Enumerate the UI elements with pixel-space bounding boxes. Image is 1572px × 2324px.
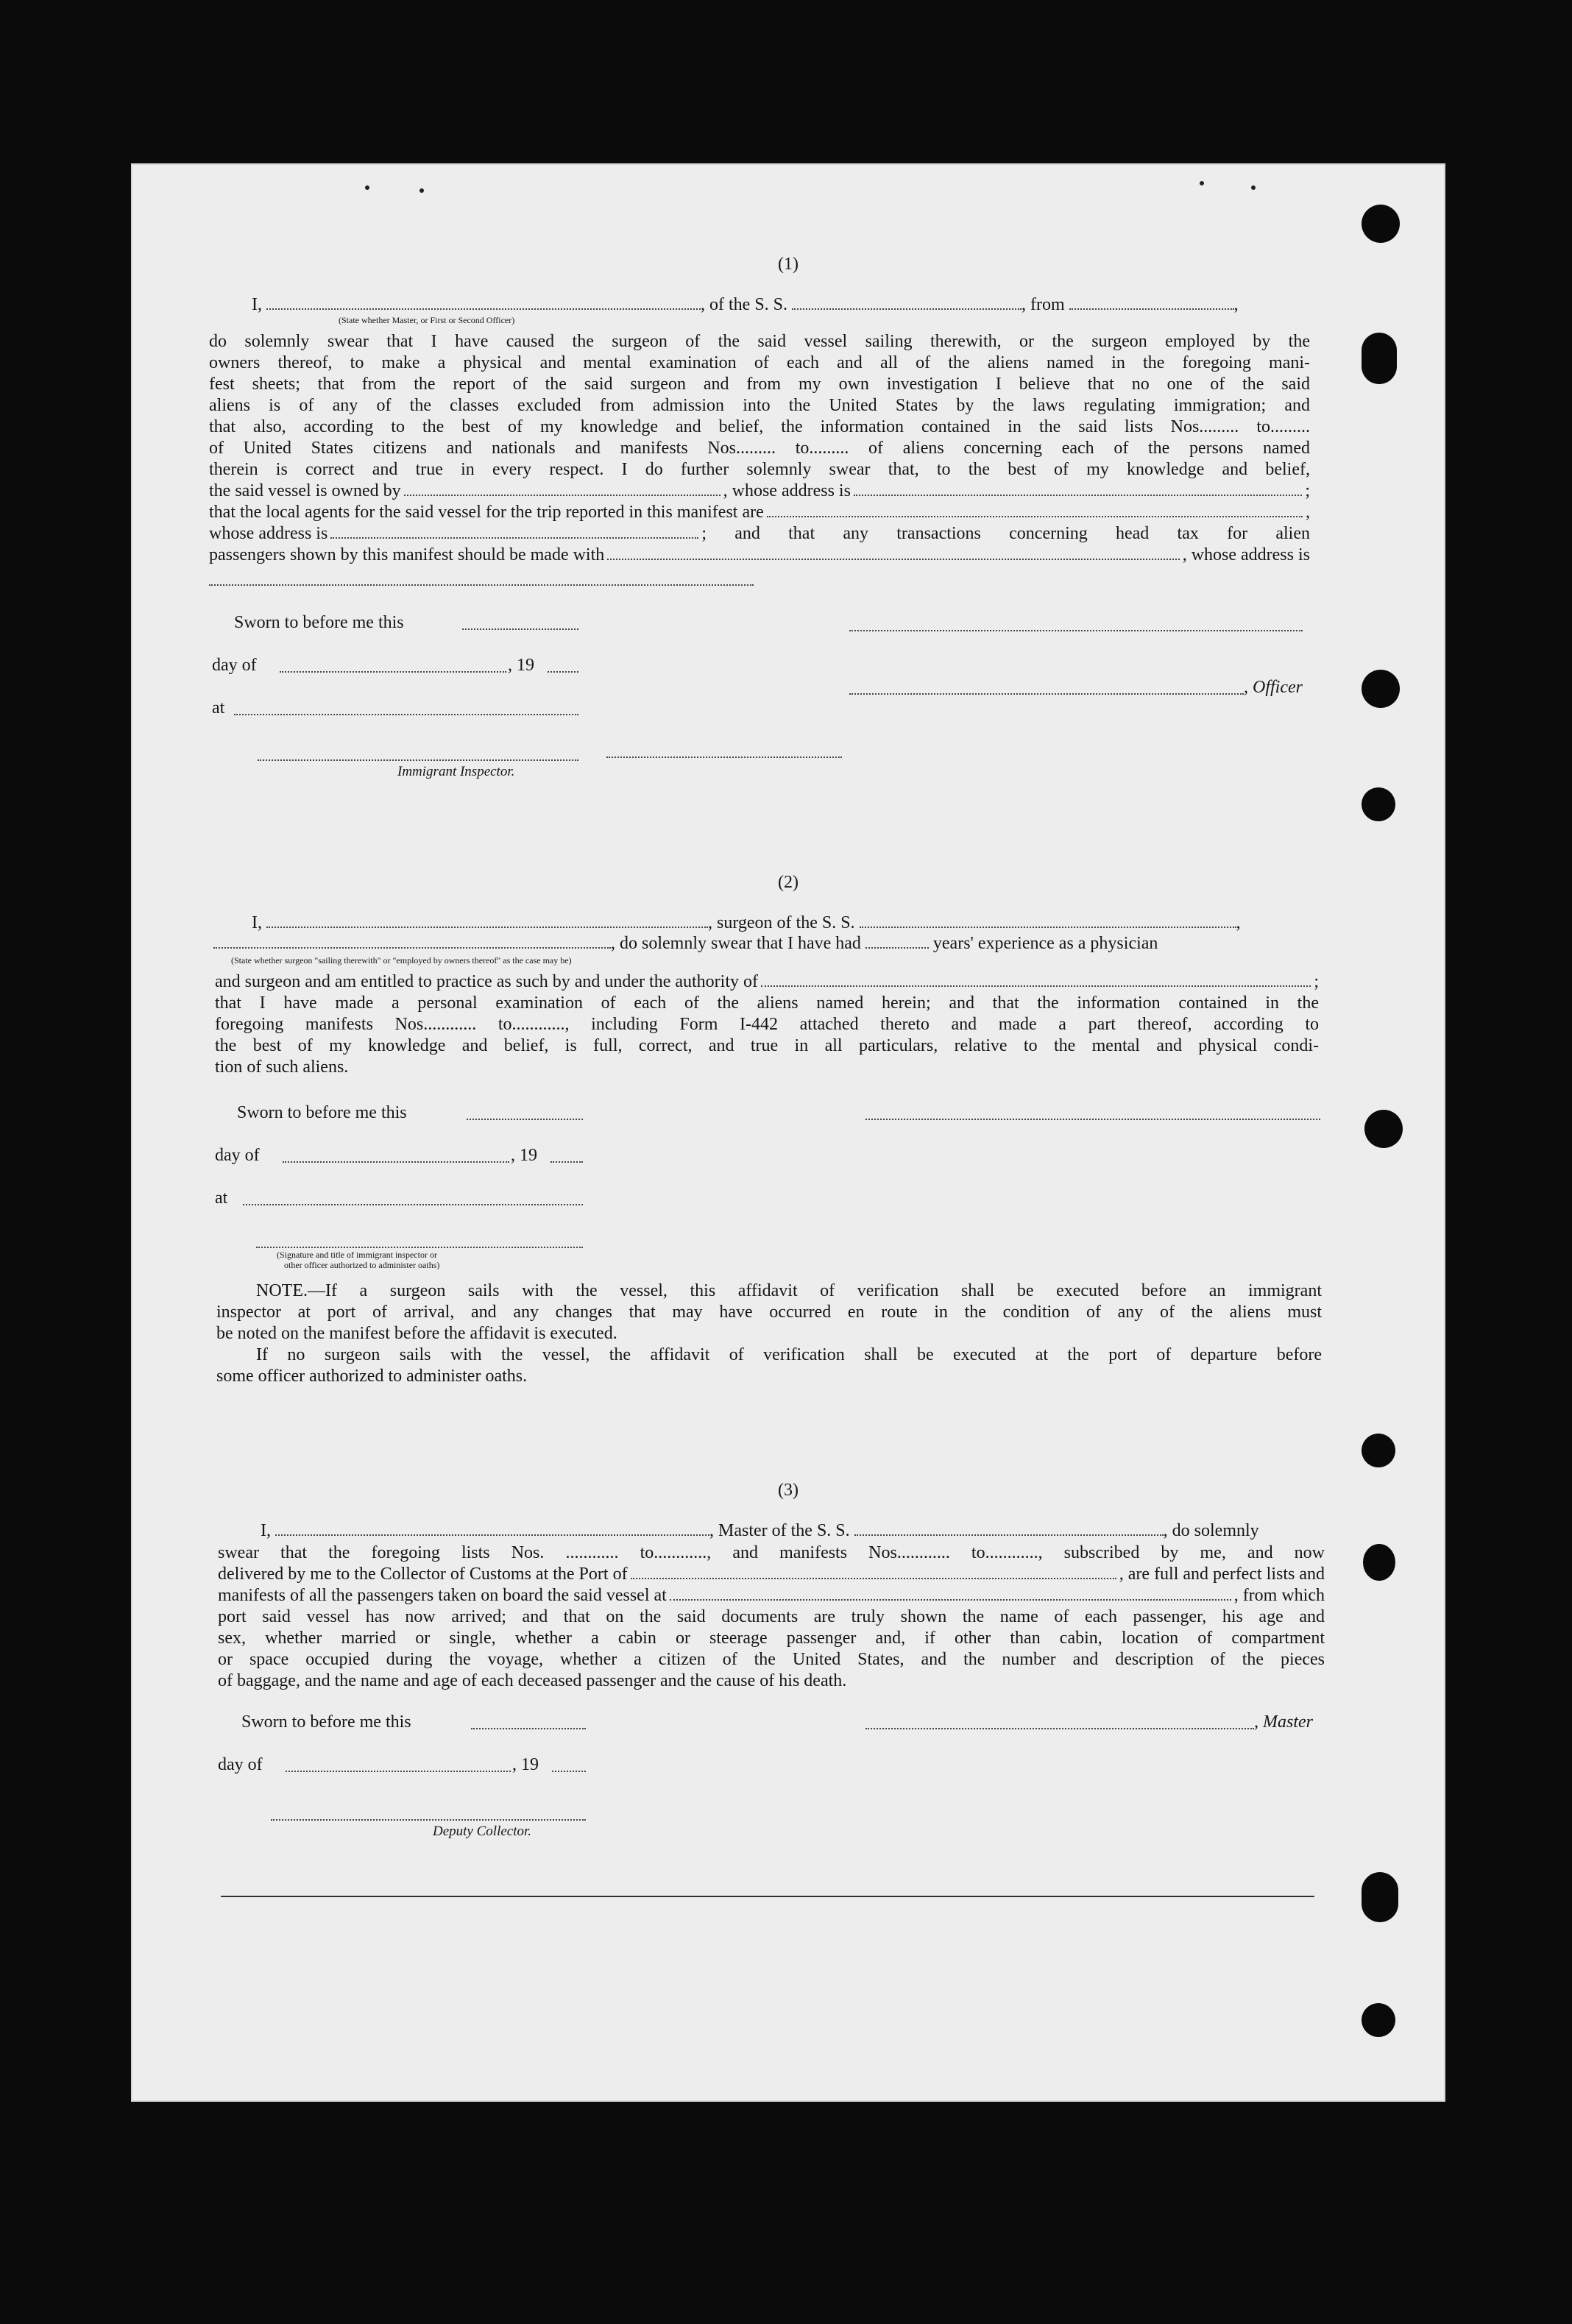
master-caption: , Master	[1254, 1712, 1313, 1732]
surgeon-status-field[interactable]	[213, 934, 611, 949]
owner-address-field[interactable]	[854, 481, 1302, 496]
sec2-i-label: I,	[252, 913, 262, 932]
surgeon-name-field[interactable]	[266, 913, 708, 928]
master-signature-field[interactable]	[865, 1726, 1254, 1729]
punch-hole	[1362, 787, 1395, 821]
sec3-sworn-label: Sworn to before me this	[241, 1712, 411, 1732]
owner-address-label: , whose address is	[723, 481, 851, 500]
note-line: inspector at port of arrival, and any changes that may have occurred en route in the condition of any of the aliens must	[216, 1303, 1322, 1322]
party-address-continuation-field[interactable]	[209, 583, 754, 586]
sec3-sworn-date-field[interactable]	[471, 1726, 586, 1729]
sec2-text-line: the best of my knowledge and belief, is full, correct, and true in all particulars, relative to the mental and physical condi-	[215, 1036, 1319, 1055]
sec2-paragraph	[215, 971, 1319, 1078]
head-tax-party-field[interactable]	[607, 545, 1179, 560]
sec2-year-field[interactable]	[550, 1160, 583, 1163]
sec2-status-caption: (State whether surgeon "sailing therewith" or "employed by owners thereof" as the case may be)	[231, 955, 572, 966]
perfect-lists-label: , are full and perfect lists and	[1119, 1565, 1325, 1584]
party-address-label: , whose address is	[1182, 545, 1310, 564]
boarded-at-label: manifests of all the passengers taken on board the said vessel at	[218, 1586, 667, 1605]
punch-hole	[1362, 1434, 1395, 1467]
sec1-text-line: fest sheets; that from the report of the said surgeon and from my own investigation I believe that no one of the said	[209, 375, 1310, 394]
sec3-i-label: I,	[261, 1521, 271, 1540]
sec1-passengers-line	[209, 545, 1310, 566]
sec3-line-1	[261, 1520, 1460, 1542]
sec2-ss-label: , surgeon of the S. S.	[708, 913, 855, 932]
sec1-sworn-label: Sworn to before me this	[234, 613, 404, 632]
sec2-text-line: that I have made a personal examination of each of the aliens named herein; and that the information contained in the	[215, 993, 1319, 1013]
sec2-month-field[interactable]	[283, 1160, 509, 1163]
sec2-text-line: foregoing manifests Nos............ to............, including Form I-442 attached thereto and made a part thereof, according to	[215, 1015, 1319, 1034]
sec2-authority-line	[215, 971, 1319, 993]
sec1-text-line: of United States citizens and nationals and manifests Nos......... to......... of aliens concerning each of the persons named	[209, 439, 1310, 458]
sec1-agents-line	[209, 502, 1310, 523]
agents-address-field[interactable]	[330, 524, 698, 539]
sec2-vessel-field[interactable]	[860, 913, 1236, 928]
sec1-officer-caption: (State whether Master, or First or Second Officer)	[339, 315, 515, 325]
sec1-owned-line	[209, 481, 1310, 502]
sec1-line-1	[252, 294, 1454, 316]
sec3-year-field[interactable]	[552, 1769, 586, 1772]
sec2-dayof-label: day of	[215, 1146, 260, 1165]
agents-label: that the local agents for the said vessel for the trip reported in this manifest are	[209, 503, 764, 522]
sec1-line-1-end: ,	[1233, 295, 1239, 314]
sec1-at-label: at	[212, 698, 225, 718]
immigrant-inspector-caption: Immigrant Inspector.	[397, 764, 515, 779]
punch-hole	[1362, 333, 1397, 384]
sec2-sig-caption-1: (Signature and title of immigrant inspector or	[277, 1250, 437, 1260]
sec1-whose-line	[209, 523, 1310, 545]
sec1-text-line: aliens is of any of the classes excluded from admission into the United States by the laws regulating immigration; and	[209, 396, 1310, 415]
punch-hole	[1363, 1544, 1395, 1581]
section-1-number: (1)	[778, 255, 799, 274]
sec2-swear-label: , do solemnly swear that I have had	[611, 934, 861, 953]
from-port-field[interactable]	[1069, 295, 1234, 310]
sec2-sworn-label: Sworn to before me this	[237, 1103, 407, 1122]
sec1-at-field[interactable]	[234, 712, 578, 715]
sec1-extra-signature-line[interactable]	[606, 755, 842, 758]
sec3-port-line	[218, 1564, 1325, 1585]
agents-line-end: ,	[1306, 503, 1310, 522]
master-name-field[interactable]	[275, 1521, 709, 1536]
sec3-text-line: sex, whether married or single, whether a cabin or steerage passenger and, if other than cabin, location of compartment	[218, 1629, 1325, 1648]
speck	[1251, 185, 1256, 190]
sec2-line-2	[213, 933, 1465, 954]
speck	[1200, 181, 1204, 185]
note-line: NOTE.—If a surgeon sails with the vessel, this affidavit of verification shall be executed before an immigrant	[256, 1281, 1322, 1300]
speck	[419, 188, 424, 193]
sec1-dayof-label: day of	[212, 656, 257, 675]
collector-port-label: delivered by me to the Collector of Customs at the Port of	[218, 1565, 628, 1584]
sec3-dayof-label: day of	[218, 1755, 263, 1774]
agents-field[interactable]	[767, 503, 1303, 517]
sec1-ss-label: , of the S. S.	[701, 295, 788, 314]
sec3-text-line: of baggage, and the name and age of each deceased passenger and the cause of his death.	[218, 1671, 847, 1690]
sec1-year-label: , 19	[508, 656, 534, 675]
sec1-paragraph	[209, 331, 1310, 566]
sec3-vessel-field[interactable]	[854, 1521, 1164, 1536]
note-line: If no surgeon sails with the vessel, the affidavit of verification shall be executed at the port of departure before	[256, 1345, 1322, 1364]
from-which-label: , from which	[1233, 1586, 1325, 1605]
section-2-number: (2)	[778, 873, 799, 892]
sec3-ss-label: , Master of the S. S.	[709, 1521, 850, 1540]
deputy-collector-signature-field[interactable]	[271, 1818, 586, 1821]
passengers-label: passengers shown by this manifest should be made with	[209, 545, 605, 564]
form-page	[131, 163, 1445, 2102]
sec1-text-line: therein is correct and true in every respect. I do further solemnly swear that, to the best of my knowledge and belief,	[209, 460, 1310, 479]
sec3-text-line: port said vessel has now arrived; and that on the said documents are truly shown the name of each passenger, his age and	[218, 1607, 1325, 1626]
sec1-text-line: do solemnly swear that I have caused the surgeon of the said vessel sailing therewith, or the surgeon employed by the	[209, 332, 1310, 351]
sec2-line-1-end: ,	[1236, 913, 1241, 932]
officer-name-field[interactable]	[266, 295, 701, 310]
sec1-from-label: , from	[1022, 295, 1065, 314]
years-experience-field[interactable]	[865, 934, 929, 949]
sec1-month-field[interactable]	[280, 670, 506, 673]
sec2-physician-label: years' experience as a physician	[932, 934, 1158, 953]
sec2-at-field[interactable]	[243, 1202, 583, 1205]
boarded-port-field[interactable]	[670, 1586, 1231, 1601]
sec1-officer-signature-field[interactable]	[849, 692, 1244, 695]
owner-field[interactable]	[404, 481, 720, 496]
sec3-solemnly-label: , do solemnly	[1163, 1521, 1259, 1540]
sec1-text-line: that also, according to the best of my knowledge and belief, the information contained in the said lists Nos......... to.........	[209, 417, 1310, 436]
head-tax-label: ; and that any transactions concerning head tax for alien	[701, 524, 1310, 543]
sec2-at-label: at	[215, 1188, 228, 1208]
deputy-collector-caption: Deputy Collector.	[433, 1824, 532, 1839]
sec2-sig-caption-2: other officer authorized to administer oaths)	[284, 1260, 440, 1270]
sec2-sworn-date-field[interactable]	[467, 1117, 583, 1120]
speck	[365, 185, 369, 190]
punch-hole	[1362, 2003, 1395, 2037]
sec2-official-signature-field[interactable]	[256, 1245, 583, 1248]
punch-hole	[1362, 1872, 1398, 1922]
port-field[interactable]	[631, 1565, 1116, 1579]
sec1-text-line: owners thereof, to make a physical and mental examination of each and all of the aliens named in the foregoing mani-	[209, 353, 1310, 372]
authority-label: and surgeon and am entitled to practice as such by and under the authority of	[215, 972, 758, 991]
sec2-note	[216, 1280, 1322, 1387]
sec3-text-line: swear that the foregoing lists Nos. ............ to............, and manifests Nos............ to............, subscribed by me, and now	[218, 1543, 1325, 1562]
sec3-month-field[interactable]	[286, 1769, 511, 1772]
punch-hole	[1362, 205, 1400, 243]
section-3-number: (3)	[778, 1481, 799, 1500]
authority-line-end: ;	[1314, 972, 1319, 991]
sec3-paragraph	[218, 1542, 1325, 1692]
sec1-officer-signature-line[interactable]	[849, 628, 1303, 631]
punch-hole	[1364, 1110, 1403, 1148]
note-line: some officer authorized to administer oaths.	[216, 1367, 528, 1386]
officer-caption: , Officer	[1244, 678, 1303, 697]
owned-line-end: ;	[1305, 481, 1310, 500]
sec2-line-1	[252, 913, 1454, 934]
note-line: be noted on the manifest before the affidavit is executed.	[216, 1324, 617, 1343]
sec3-text-line: or space occupied during the voyage, whether a citizen of the United States, and the number and description of the pieces	[218, 1650, 1325, 1669]
sec1-sworn-date-field[interactable]	[462, 627, 578, 630]
sec1-year-field[interactable]	[548, 670, 578, 673]
authority-field[interactable]	[761, 972, 1311, 987]
vessel-name-field[interactable]	[792, 295, 1022, 310]
sec1-i-label: I,	[252, 295, 262, 314]
owned-by-label: the said vessel is owned by	[209, 481, 401, 500]
punch-hole	[1362, 670, 1400, 708]
bottom-rule	[221, 1896, 1314, 1897]
sec3-year-label: , 19	[512, 1755, 539, 1774]
sec2-surgeon-signature-field[interactable]	[865, 1117, 1320, 1120]
sec2-year-label: , 19	[511, 1146, 537, 1165]
agents-address-label: whose address is	[209, 524, 328, 543]
sec3-boarded-line	[218, 1585, 1325, 1606]
sec2-text-line: tion of such aliens.	[215, 1058, 349, 1077]
